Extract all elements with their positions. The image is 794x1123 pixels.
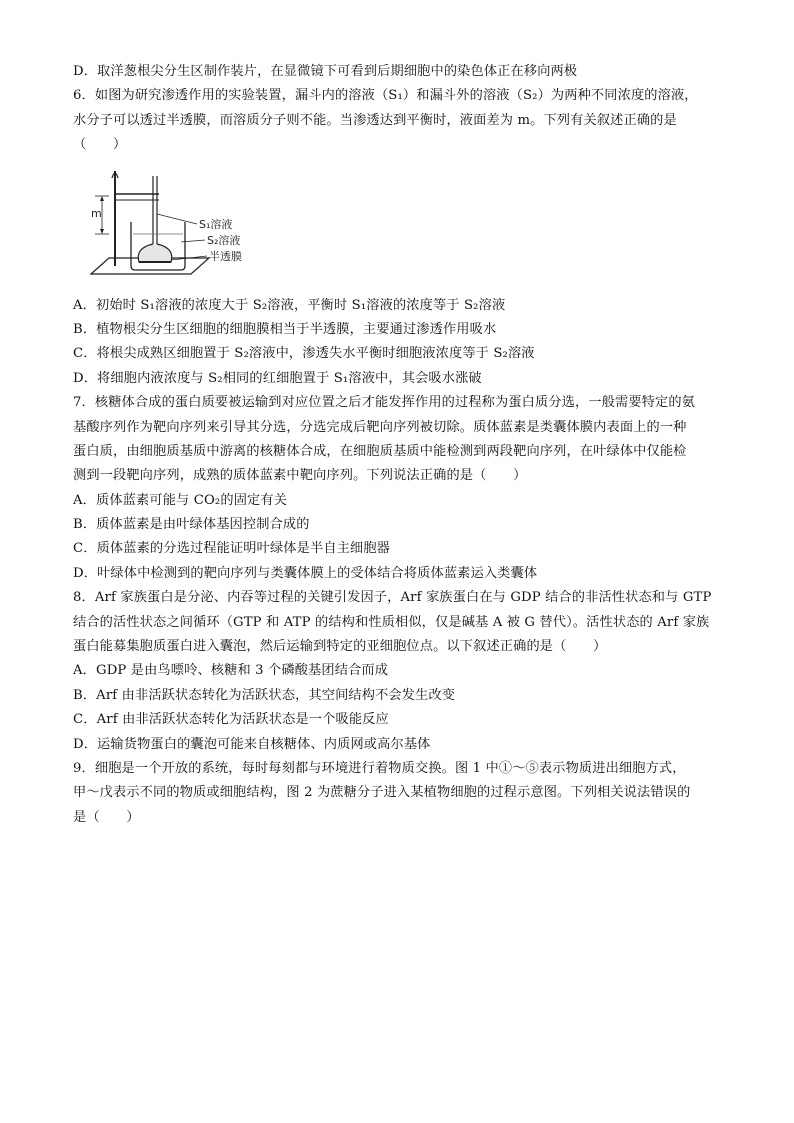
semipermeable-membrane-label: 半透膜 — [209, 249, 242, 263]
q7-stem-line: 测到一段靶向序列，成熟的质体蓝素中靶向序列。下列说法正确的是（ ） — [73, 468, 527, 484]
question-7 — [73, 391, 733, 586]
q6-option-d: D．将细胞内液浓度与 S₂相同的红细胞置于 S₁溶液中，其会吸水涨破 — [73, 370, 482, 386]
osmosis-apparatus-figure — [89, 166, 289, 286]
q8-stem-line: 8．Arf 家族蛋白是分泌、内吞等过程的关键引发因子，Arf 家族蛋白在与 GDP 结合的非活性状态和与 GTP — [73, 590, 712, 606]
q7-stem-line: 基酸序列作为靶向序列来引导其分选，分选完成后靶向序列被切除。质体蓝素是类囊体膜内表面上的一种 — [73, 419, 687, 435]
q6-stem-line: 6．如图为研究渗透作用的实验装置，漏斗内的溶液（S₁）和漏斗外的溶液（S₂）为两种不同浓度的溶液， — [73, 88, 698, 104]
q8-option-d: D．运输货物蛋白的囊泡可能来自核糖体、内质网或高尔基体 — [73, 736, 431, 752]
s1-solution-label: S₁溶液 — [199, 217, 233, 231]
q6-stem-line: 水分子可以透过半透膜，而溶质分子则不能。当渗透达到平衡时，液面差为 m。下列有关叙述正确的是 — [73, 112, 677, 128]
q7-stem-line: 7．核糖体合成的蛋白质要被运输到对应位置之后才能发挥作用的过程称为蛋白质分选，一般需要特定的氨 — [73, 395, 696, 411]
q7-option-b: B．质体蓝素是由叶绿体基因控制合成的 — [73, 517, 310, 533]
q7-option-a: A．质体蓝素可能与 CO₂的固定有关 — [73, 492, 288, 508]
q8-option-c: C．Arf 由非活跃状态转化为活跃状态是一个吸能反应 — [73, 712, 389, 728]
q5-option-d: D．取洋葱根尖分生区制作装片，在显微镜下可看到后期细胞中的染色体正在移向两极 — [73, 64, 578, 79]
height-difference-label: m — [91, 206, 102, 220]
q6-option-c: C．将根尖成熟区细胞置于 S₂溶液中，渗透失水平衡时细胞液浓度等于 S₂溶液 — [73, 346, 535, 362]
q6-option-a: A．初始时 S₁溶液的浓度大于 S₂溶液，平衡时 S₁溶液的浓度等于 S₂溶液 — [73, 297, 506, 313]
q6-option-b: B．植物根尖分生区细胞的细胞膜相当于半透膜，主要通过渗透作用吸水 — [73, 321, 497, 337]
question-8 — [73, 586, 733, 757]
exam-page — [73, 60, 733, 830]
q8-option-b: B．Arf 由非活跃状态转化为活跃状态，其空间结构不会发生改变 — [73, 687, 456, 703]
q9-stem-line: 是（ ） — [73, 809, 140, 825]
q9-stem-line: 9．细胞是一个开放的系统，每时每刻都与环境进行着物质交换。图 1 中①～⑤表示物质进出细胞方式， — [73, 760, 686, 776]
q6-stem-line: （ ） — [73, 137, 127, 153]
s2-solution-label: S₂溶液 — [207, 233, 241, 247]
question-6 — [73, 84, 733, 391]
q7-option-c: C．质体蓝素的分选过程能证明叶绿体是半自主细胞器 — [73, 541, 391, 557]
question-9 — [73, 757, 733, 830]
q7-option-d: D．叶绿体中检测到的靶向序列与类囊体膜上的受体结合将质体蓝素运入类囊体 — [73, 565, 538, 581]
osmosis-apparatus-drawing — [89, 166, 289, 286]
q8-stem-line: 结合的活性状态之间循环（GTP 和 ATP 的结构和性质相似，仅是碱基 A 被 G 替代）。活性状态的 Arf 家族 — [73, 614, 710, 630]
q8-stem-line: 蛋白能募集胞质蛋白进入囊泡，然后运输到特定的亚细胞位点。以下叙述正确的是（ ） — [73, 639, 607, 655]
q9-stem-line: 甲～戊表示不同的物质或细胞结构，图 2 为蔗糖分子进入某植物细胞的过程示意图。下列相关说法错误的 — [73, 785, 691, 801]
q7-stem-line: 蛋白质，由细胞质基质中游离的核糖体合成，在细胞质基质中能检测到两段靶向序列，在叶绿体中仅能检 — [73, 443, 687, 459]
q8-option-a: A．GDP 是由鸟嘌呤、核糖和 3 个磷酸基团结合而成 — [73, 663, 389, 679]
